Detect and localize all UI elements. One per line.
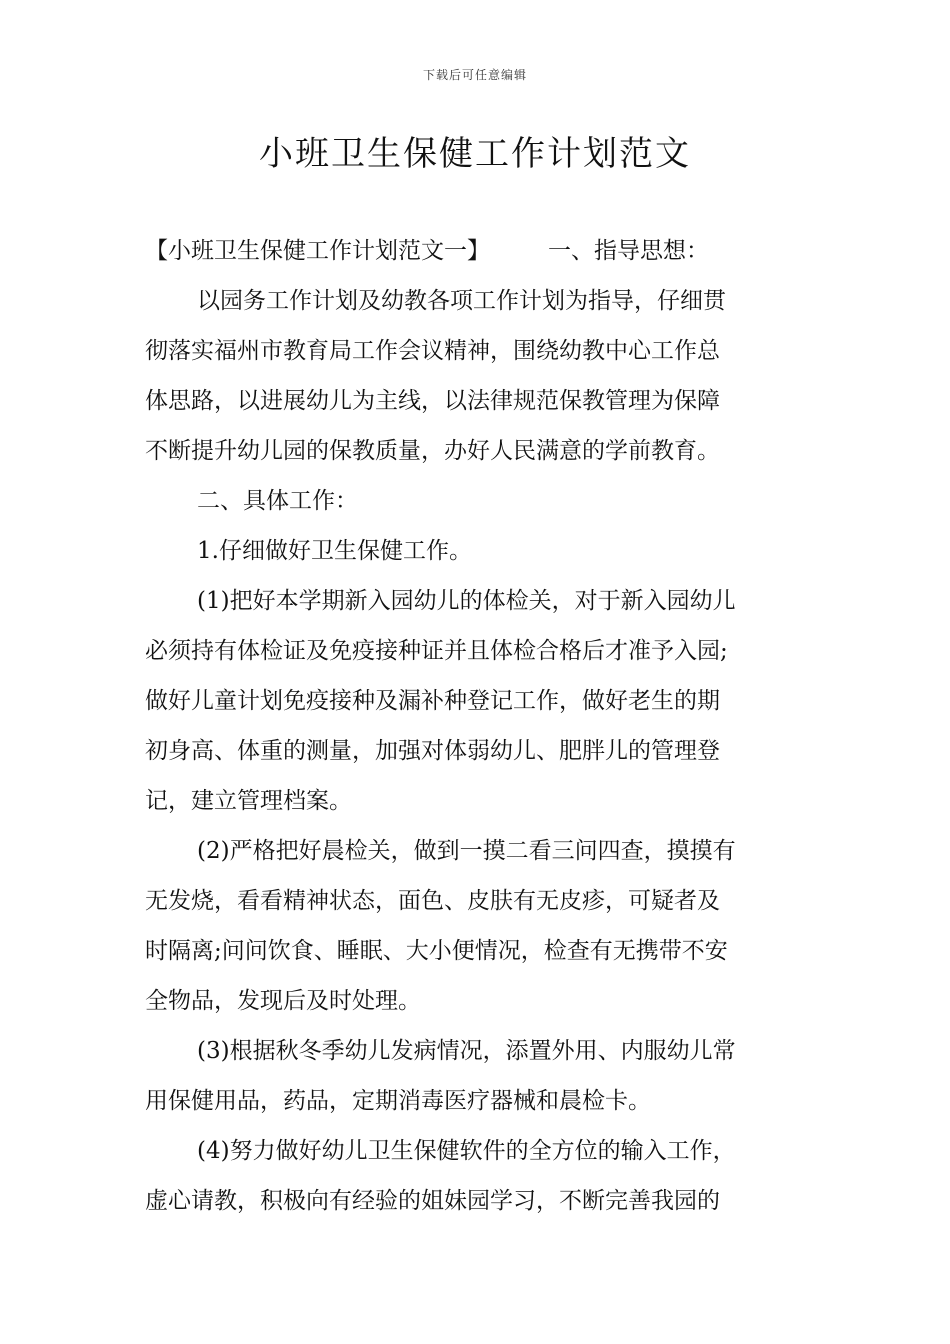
paragraph-line: 以园务工作计划及幼教各项工作计划为指导，仔细贯 bbox=[197, 288, 726, 314]
paragraph-line: 彻落实福州市教育局工作会议精神，围绕幼教中心工作总 bbox=[145, 338, 720, 364]
header-note: 下载后可任意编辑 bbox=[422, 68, 527, 82]
paragraph-line: (4)努力做好幼儿卫生保健软件的全方位的输入工作， bbox=[197, 1138, 736, 1164]
spacer bbox=[490, 226, 548, 276]
paragraph-line: 初身高、体重的测量，加强对体弱幼儿、肥胖儿的管理登 bbox=[145, 738, 720, 764]
paragraph-line: 虚心请教，积极向有经验的姐妹园学习，不断完善我园的 bbox=[145, 1188, 720, 1214]
paragraph-line: 体思路，以进展幼儿为主线，以法律规范保教管理为保障 bbox=[145, 388, 720, 414]
paragraph-line: 无发烧，看看精神状态，面色、皮肤有无皮疹，可疑者及 bbox=[145, 888, 720, 914]
heading-specific-work: 二、具体工作： bbox=[197, 488, 358, 514]
section-label: 【小班卫生保健工作计划范文一】 bbox=[145, 238, 490, 264]
section-heading-line bbox=[145, 226, 807, 276]
paragraph-line: 记，建立管理档案。 bbox=[145, 788, 352, 814]
heading-guiding-thought: 一、指导思想： bbox=[548, 238, 709, 264]
paragraph-line: (1)把好本学期新入园幼儿的体检关，对于新入园幼儿 bbox=[197, 588, 736, 614]
document-body bbox=[145, 226, 807, 1226]
document-title: 小班卫生保健工作计划范文 bbox=[259, 134, 691, 174]
paragraph-line: (2)严格把好晨检关，做到一摸二看三问四查，摸摸有 bbox=[197, 838, 736, 864]
heading-item-1: 1.仔细做好卫生保健工作。 bbox=[197, 538, 472, 564]
paragraph-line: 用保健用品，药品，定期消毒医疗器械和晨检卡。 bbox=[145, 1088, 651, 1114]
paragraph-line: (3)根据秋冬季幼儿发病情况，添置外用、内服幼儿常 bbox=[197, 1038, 736, 1064]
paragraph-line: 必须持有体检证及免疫接种证并且体检合格后才准予入园; bbox=[145, 638, 728, 664]
paragraph-line: 全物品，发现后及时处理。 bbox=[145, 988, 421, 1014]
paragraph-line: 时隔离;问问饮食、睡眠、大小便情况，检查有无携带不安 bbox=[145, 938, 728, 964]
paragraph-line: 不断提升幼儿园的保教质量，办好人民满意的学前教育。 bbox=[145, 438, 720, 464]
paragraph-line: 做好儿童计划免疫接种及漏补种登记工作，做好老生的期 bbox=[145, 688, 720, 714]
